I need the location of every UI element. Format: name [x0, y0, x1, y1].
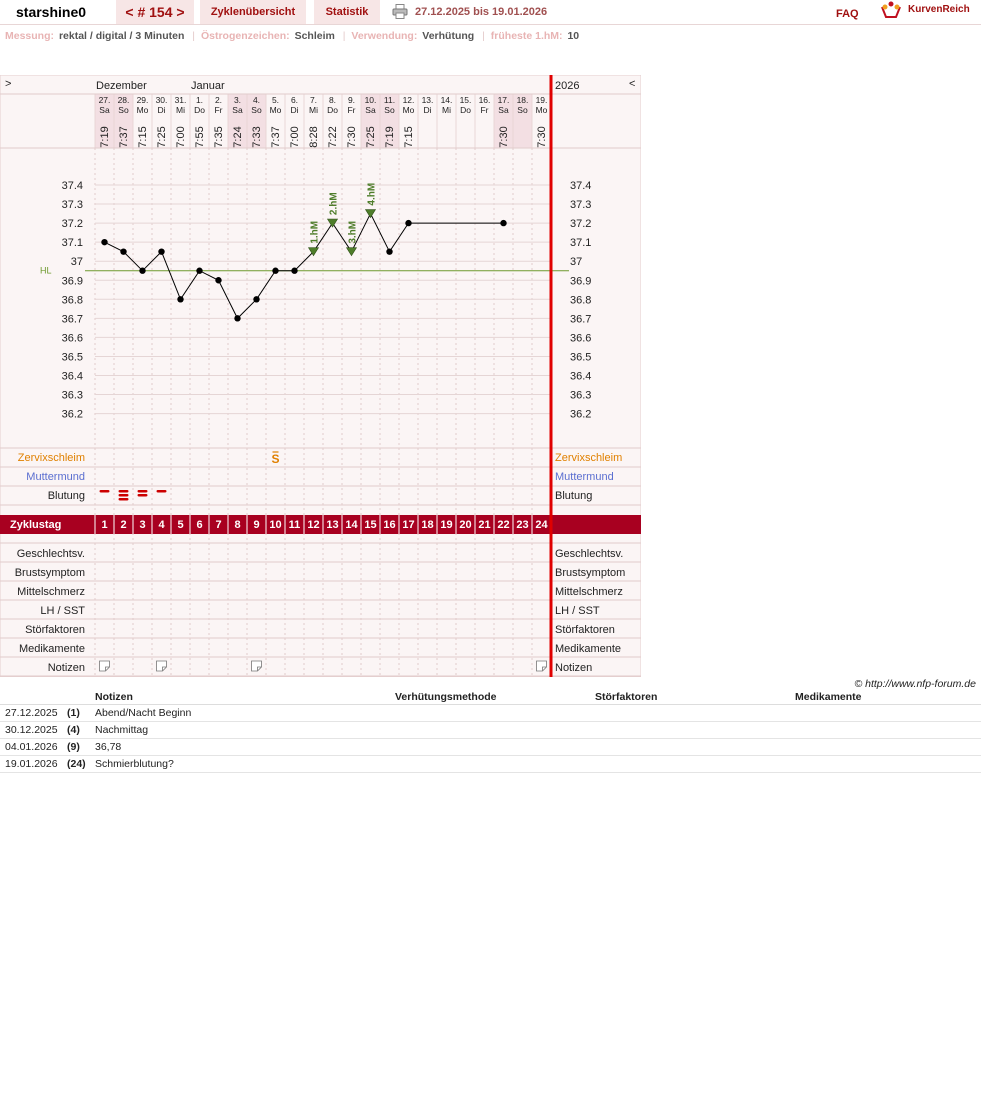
day-date: 6.: [290, 95, 299, 105]
day-date: 10.: [364, 95, 377, 105]
measure-time: 7:35: [213, 126, 225, 148]
day-date: 17.: [497, 95, 510, 105]
cycle-day-number: 23: [516, 519, 529, 531]
temperature-point: [215, 277, 221, 283]
cycle-day-number: 2: [120, 519, 127, 531]
row-label: Blutung: [555, 490, 593, 502]
y-tick-label: 36.7: [570, 313, 592, 326]
cycle-day-number: 15: [364, 519, 377, 531]
high-measurement-label: 2.hM: [328, 192, 340, 216]
day-weekday: Mo: [269, 105, 282, 115]
y-tick-label: 37.1: [61, 237, 83, 250]
cycle-day-number: 17: [402, 519, 415, 531]
row-label: Notizen: [555, 662, 593, 674]
row-label: Störfaktoren: [25, 624, 85, 636]
cycle-day-number: 19: [440, 519, 453, 531]
day-weekday: Di: [157, 105, 166, 115]
day-weekday: Fr: [347, 105, 356, 115]
notes-header-medication: Medikamente: [795, 691, 862, 703]
y-tick-label: 36.8: [61, 294, 83, 307]
bleeding-mark: [119, 494, 129, 497]
usage-label: Verwendung:: [351, 30, 418, 42]
tab-statistics[interactable]: Statistik: [314, 0, 380, 24]
note-date: 19.01.2026: [5, 758, 58, 770]
month-label: Dezember: [96, 80, 147, 92]
y-tick-label: 36.4: [61, 370, 83, 383]
temperature-point: [405, 220, 411, 226]
cycle-day-number: 1: [101, 519, 108, 531]
measure-time: 7:22: [327, 126, 339, 148]
cycle-navigator[interactable]: < # 154 >: [116, 0, 194, 24]
coverline-label: HL: [40, 265, 52, 276]
temperature-point: [386, 248, 392, 254]
measure-time: 7:19: [384, 126, 396, 148]
note-text: 36,78: [95, 741, 122, 753]
day-weekday: Mo: [535, 105, 548, 115]
day-weekday: So: [251, 105, 262, 115]
cycle-day-label: Zyklustag: [10, 519, 62, 531]
row-label: Brustsymptom: [555, 567, 626, 579]
note-text: Schmierblutung?: [95, 758, 174, 770]
y-tick-label: 36.5: [570, 351, 592, 364]
nav-next-arrow[interactable]: <: [629, 78, 636, 90]
row-label: Notizen: [47, 662, 85, 674]
day-weekday: Do: [460, 105, 471, 115]
cycle-day-number: 13: [326, 519, 339, 531]
high-measurement-label: 3.hM: [347, 220, 359, 244]
row-label: Muttermund: [26, 471, 85, 483]
day-weekday: Sa: [365, 105, 376, 115]
measurement-value: rektal / digital / 3 Minuten: [58, 30, 185, 42]
temperature-point: [291, 268, 297, 274]
row-label: Mittelschmerz: [555, 586, 623, 598]
measurement-info: Messung: rektal / digital / 3 Minuten | Östrogenzeichen: Schleim | Verwendung: Verhütung | früheste 1.hM: 10: [5, 30, 580, 42]
tab-cycle-overview[interactable]: Zyklenübersicht: [200, 0, 306, 24]
temperature-point: [158, 248, 164, 254]
earliest-hm-label: früheste 1.hM:: [490, 30, 563, 42]
username: starshine0: [0, 0, 110, 24]
y-tick-label: 37.2: [61, 218, 83, 231]
day-date: 16.: [478, 95, 491, 105]
measure-time: 7:15: [403, 126, 415, 148]
bleeding-mark: [119, 490, 129, 493]
nav-prev-arrow[interactable]: >: [5, 78, 12, 90]
y-tick-label: 37.2: [570, 218, 592, 231]
copyright: © http://www.nfp-forum.de: [854, 678, 976, 690]
measure-time: 7:00: [289, 126, 301, 148]
day-date: 1.: [195, 95, 204, 105]
measure-time: 7:33: [251, 126, 263, 148]
temperature-point: [139, 268, 145, 274]
measure-time: 7:19: [99, 126, 111, 148]
day-weekday: Sa: [99, 105, 110, 115]
cycle-day-number: 8: [234, 519, 241, 531]
row-label: Brustsymptom: [14, 567, 85, 579]
row-label: LH / SST: [555, 605, 600, 617]
day-date: 19.: [535, 95, 548, 105]
table-row: [0, 756, 981, 773]
day-weekday: Mo: [402, 105, 415, 115]
usage-value: Verhütung: [422, 30, 475, 42]
note-cycle-day: (24): [67, 758, 86, 770]
y-tick-label: 36.9: [61, 275, 83, 288]
measure-time: 8:28: [308, 126, 320, 148]
faq-link[interactable]: FAQ: [836, 8, 859, 20]
earliest-hm-value: 10: [567, 30, 580, 42]
note-date: 30.12.2025: [5, 724, 58, 736]
day-weekday: Di: [423, 105, 432, 115]
measure-time: 7:30: [536, 126, 548, 148]
row-label: Muttermund: [555, 471, 614, 483]
cycle-day-number: 7: [215, 519, 222, 531]
temperature-point: [177, 296, 183, 302]
temperature-point: [101, 239, 107, 245]
measure-time: 7:30: [498, 126, 510, 148]
notes-header-notes: Notizen: [95, 691, 133, 703]
day-date: 4.: [252, 95, 261, 105]
cycle-day-number: 3: [139, 519, 146, 531]
day-date: 27.: [98, 95, 111, 105]
temperature-point: [196, 268, 202, 274]
measure-time: 7:37: [118, 126, 130, 148]
cycle-day-number: 10: [269, 519, 282, 531]
cycle-day-number: 24: [535, 519, 548, 531]
cycle-day-number: 14: [345, 519, 358, 531]
notes-table-header: [0, 690, 981, 705]
brand-name[interactable]: KurvenReich: [908, 4, 970, 15]
y-tick-label: 37.4: [61, 180, 83, 192]
y-tick-label: 37.1: [570, 237, 592, 250]
day-date: 18.: [516, 95, 529, 105]
row-label: Mittelschmerz: [17, 586, 85, 598]
measure-time: 7:00: [175, 126, 187, 148]
estrogen-label: Östrogenzeichen:: [200, 30, 290, 42]
day-weekday: Mi: [309, 105, 318, 115]
day-weekday: So: [517, 105, 528, 115]
day-weekday: Mi: [442, 105, 451, 115]
measurement-label: Messung:: [5, 30, 55, 42]
bleeding-mark: [138, 490, 148, 493]
y-tick-label: 36.4: [570, 370, 592, 383]
table-row: [0, 722, 981, 739]
note-date: 04.01.2026: [5, 741, 58, 753]
cycle-day-number: 16: [383, 519, 396, 531]
high-measurement-label: 1.hM: [309, 220, 321, 244]
y-tick-label: 36.3: [570, 389, 592, 402]
measure-time: 7:37: [270, 126, 282, 148]
day-weekday: So: [384, 105, 395, 115]
cycle-day-number: 22: [497, 519, 510, 531]
measure-time: 7:30: [346, 126, 358, 148]
kurvenreich-logo-icon[interactable]: [880, 1, 902, 21]
measure-time: 7:15: [137, 126, 149, 148]
day-date: 13.: [421, 95, 434, 105]
day-weekday: Di: [290, 105, 299, 115]
note-text: Abend/Nacht Beginn: [95, 707, 192, 719]
row-label: Geschlechtsv.: [555, 548, 624, 560]
cycle-day-number: 18: [421, 519, 434, 531]
notes-header-contraception: Verhütungsmethode: [395, 691, 497, 703]
cycle-day-number: 9: [253, 519, 260, 531]
day-date: 3.: [233, 95, 242, 105]
day-date: 9.: [347, 95, 356, 105]
high-measurement-label: 4.hM: [366, 182, 378, 206]
note-text: Nachmittag: [95, 724, 149, 736]
y-tick-label: 36.5: [61, 351, 83, 364]
day-date: 11.: [383, 95, 396, 105]
y-tick-label: 36.6: [570, 332, 592, 345]
day-date: 8.: [328, 95, 337, 105]
note-cycle-day: (4): [67, 724, 80, 736]
y-tick-label: 36.7: [61, 313, 83, 326]
y-tick-label: 37: [70, 256, 83, 269]
day-date: 30.: [155, 95, 168, 105]
day-weekday: Fr: [480, 105, 489, 115]
temperature-point: [272, 268, 278, 274]
row-label: Zervixschleim: [17, 452, 85, 464]
day-weekday: Do: [194, 105, 205, 115]
day-date: 31.: [174, 95, 187, 105]
measure-time: 7:24: [232, 126, 244, 148]
bleeding-mark: [138, 494, 148, 497]
row-label: Medikamente: [555, 643, 622, 655]
date-range: 27.12.2025 bis 19.01.2026: [415, 6, 548, 18]
day-weekday: Sa: [498, 105, 509, 115]
row-label: LH / SST: [40, 605, 85, 617]
row-label: Blutung: [47, 490, 85, 502]
bleeding-mark: [119, 498, 129, 501]
day-date: 15.: [459, 95, 472, 105]
day-weekday: So: [118, 105, 129, 115]
temperature-point: [253, 296, 259, 302]
month-label: Januar: [191, 80, 225, 92]
day-date: 29.: [136, 95, 149, 105]
estrogen-value: Schleim: [294, 30, 335, 42]
y-tick-label: 36.2: [570, 408, 592, 421]
note-cycle-day: (9): [67, 741, 80, 753]
table-row: [0, 739, 981, 756]
measure-time: 7:25: [156, 126, 168, 148]
notes-table: [0, 690, 981, 773]
note-cycle-day: (1): [67, 707, 80, 719]
bleeding-mark: [157, 490, 167, 493]
year-label: 2026: [555, 80, 580, 92]
day-weekday: Mi: [176, 105, 185, 115]
note-date: 27.12.2025: [5, 707, 58, 719]
row-label: Zervixschleim: [555, 452, 623, 464]
row-label: Medikamente: [18, 643, 85, 655]
day-weekday: Do: [327, 105, 338, 115]
cycle-day-number: 20: [459, 519, 472, 531]
y-tick-label: 37.3: [570, 199, 592, 212]
y-tick-label: 37.4: [570, 180, 592, 192]
cycle-day-number: 11: [288, 519, 301, 531]
day-weekday: Fr: [214, 105, 223, 115]
day-date: 7.: [309, 95, 318, 105]
temperature-point: [500, 220, 506, 226]
measure-time: 7:55: [194, 126, 206, 148]
day-date: 12.: [402, 95, 415, 105]
cycle-day-number: 4: [158, 519, 165, 531]
temperature-point: [120, 248, 126, 254]
bleeding-mark: [100, 490, 110, 493]
cycle-day-number: 5: [177, 519, 184, 531]
day-date: 2.: [214, 95, 223, 105]
day-date: 14.: [440, 95, 453, 105]
table-row: [0, 705, 981, 722]
top-bar: [0, 0, 981, 25]
temperature-point: [234, 315, 240, 321]
notes-header-disturbances: Störfaktoren: [595, 691, 658, 703]
y-tick-label: 36.8: [570, 294, 592, 307]
y-tick-label: 37.3: [61, 199, 83, 212]
printer-icon[interactable]: [392, 4, 408, 19]
y-tick-label: 36.6: [61, 332, 83, 345]
day-date: 5.: [271, 95, 280, 105]
cycle-day-number: 21: [478, 519, 491, 531]
y-tick-label: 37: [570, 256, 583, 269]
measure-time: 7:25: [365, 126, 377, 148]
day-weekday: Mo: [136, 105, 149, 115]
mucus-symbol: S: [271, 452, 280, 466]
row-label: Störfaktoren: [555, 624, 615, 636]
y-tick-label: 36.2: [61, 408, 83, 421]
cycle-chart: [0, 75, 641, 677]
row-label: Geschlechtsv.: [16, 548, 85, 560]
day-weekday: Sa: [232, 105, 243, 115]
y-tick-label: 36.3: [61, 389, 83, 402]
cycle-day-number: 12: [307, 519, 320, 531]
day-date: 28.: [117, 95, 130, 105]
y-tick-label: 36.9: [570, 275, 592, 288]
cycle-day-number: 6: [196, 519, 203, 531]
